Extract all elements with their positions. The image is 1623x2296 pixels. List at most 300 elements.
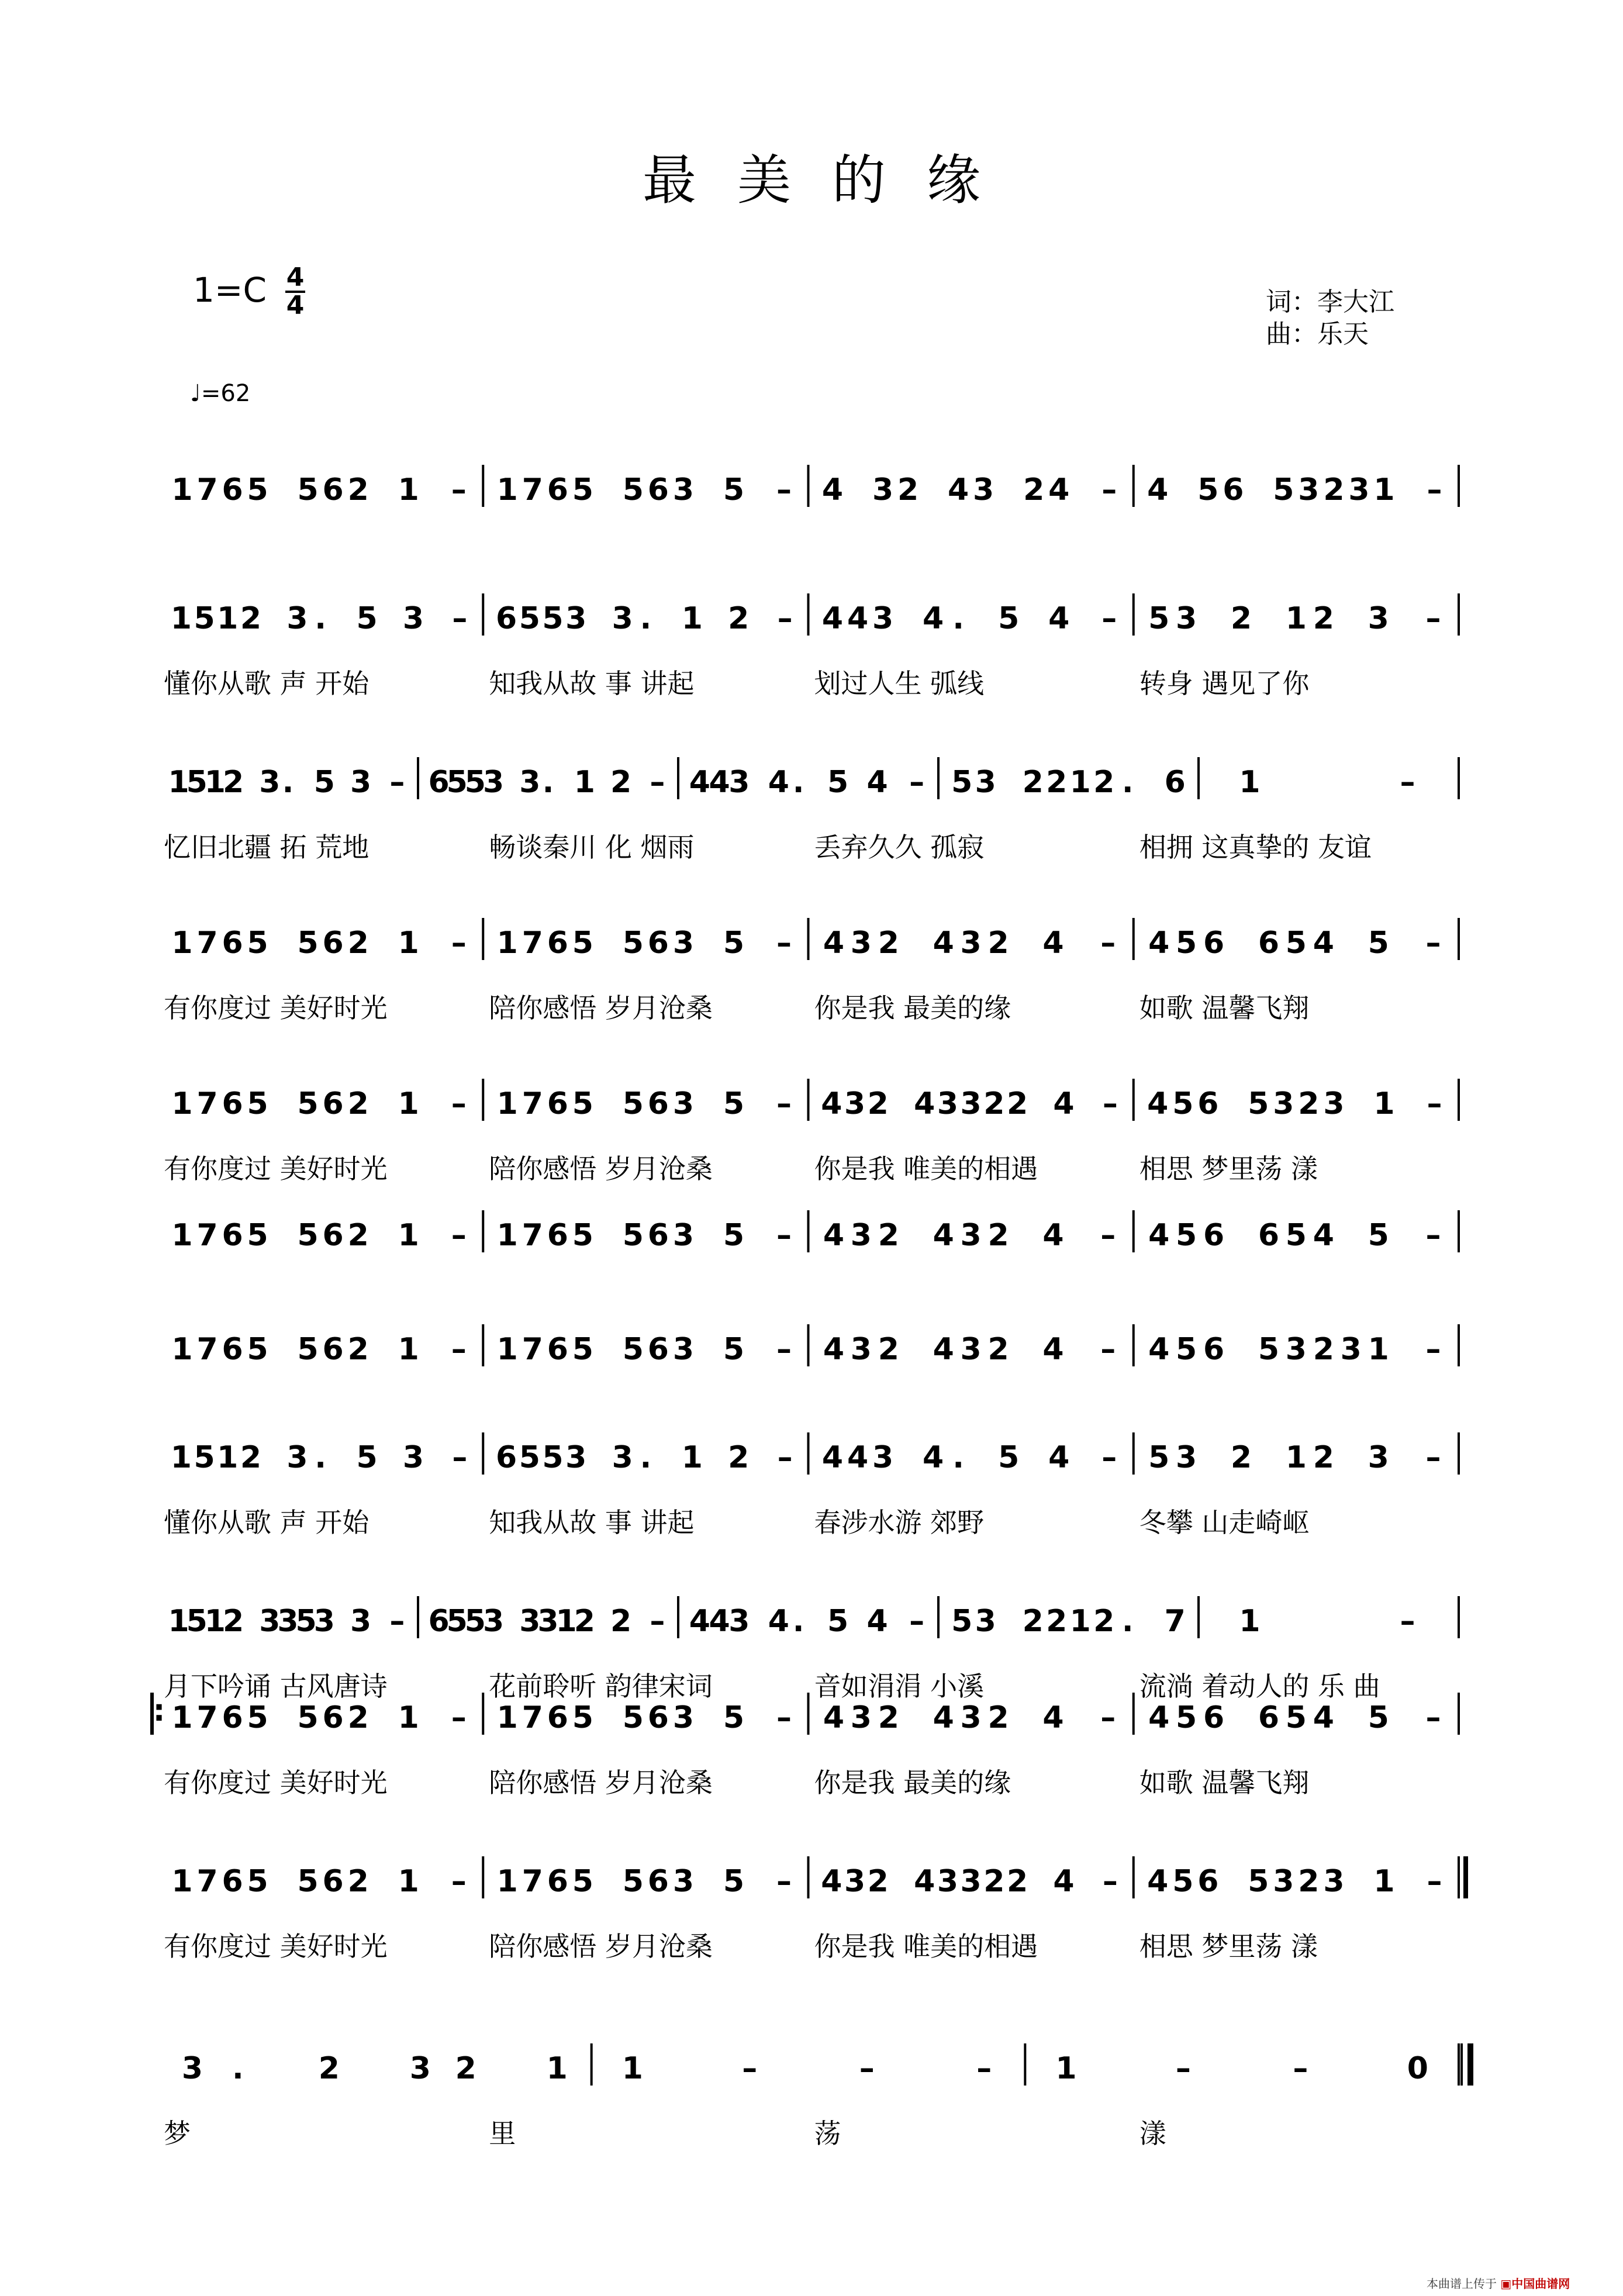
note-digit: 5 — [247, 1086, 268, 1121]
note-digit: 3 — [537, 1604, 559, 1639]
note-digit: 3 — [1340, 1332, 1362, 1367]
note-digit: 1 — [171, 1700, 193, 1735]
note-digit: 3 — [937, 1864, 959, 1899]
note-digit: 1 — [204, 1604, 226, 1639]
note-digit: 3 — [960, 1218, 982, 1253]
dash-note: – — [776, 926, 792, 961]
note-digit: 2 — [347, 1086, 369, 1121]
note-digit: 5 — [622, 1218, 644, 1253]
note-digit: 4 — [768, 1604, 789, 1639]
note-digit: 5 — [572, 472, 593, 507]
note-digit: 6 — [322, 472, 344, 507]
dash-note: – — [1101, 472, 1117, 507]
note-digit: 3 — [1273, 1086, 1294, 1121]
lyric-line: 懂你从歌 声 开始 — [164, 1507, 370, 1538]
note-digit: 1 — [681, 1440, 703, 1475]
note-digit: 1 — [398, 1700, 419, 1735]
note-digit: 5 — [186, 765, 208, 800]
note-digit: 4 — [933, 1218, 954, 1253]
note-digit: 6 — [222, 1086, 243, 1121]
note-digit: 1 — [171, 1086, 193, 1121]
lyric-line: 有你度过 美好时光 — [164, 1153, 388, 1185]
note-digit: 2 — [1313, 601, 1334, 636]
dash-note: – — [389, 765, 405, 800]
footer-credit — [1427, 2274, 1570, 2291]
note-digit: 3 — [286, 1440, 308, 1475]
note-digit: 1 — [398, 1332, 419, 1367]
note-digit: 4 — [709, 765, 730, 800]
note-digit: 2 — [728, 601, 750, 636]
note-digit: 7 — [522, 472, 543, 507]
note-digit: 3 — [672, 472, 694, 507]
dash-note: – — [1293, 2051, 1308, 2086]
note-digit: 7 — [196, 1332, 218, 1367]
note-digit: 1 — [496, 1218, 518, 1253]
note-digit: 7 — [196, 1700, 218, 1735]
note-digit: . — [315, 1440, 327, 1475]
note-digit: 6 — [222, 472, 243, 507]
note-digit: 3 — [313, 1604, 335, 1639]
note-digit: 5 — [622, 1086, 644, 1121]
note-digit: 1 — [398, 1864, 419, 1899]
note-digit: 6 — [428, 765, 450, 800]
dash-note: – — [451, 1218, 467, 1253]
note-digit: 2 — [1313, 1332, 1334, 1367]
note-digit: 2 — [878, 1218, 899, 1253]
note-digit: 3 — [844, 1864, 866, 1899]
lyric-line: 如歌 温馨飞翔 — [1139, 1767, 1310, 1798]
dash-note: – — [1427, 472, 1442, 507]
note-digit: . — [1121, 1604, 1134, 1639]
note-digit: 2 — [897, 472, 919, 507]
note-digit: 6 — [496, 601, 517, 636]
quarter-note-icon: ♩ — [190, 380, 201, 407]
note-digit: 6 — [322, 1086, 344, 1121]
note-digit: 5 — [297, 1086, 319, 1121]
note-digit: 5 — [542, 1440, 564, 1475]
composer-credit: 曲：乐天 — [1266, 319, 1369, 349]
note-digit: 4 — [768, 765, 789, 800]
lyric-line: 相思 梦里荡 漾 — [1139, 1931, 1318, 1962]
dash-note: – — [776, 1864, 792, 1899]
note-digit: 4 — [914, 1864, 935, 1899]
note-digit: 3 — [612, 601, 633, 636]
dash-note: – — [451, 1700, 467, 1735]
lyric-line: 流淌 着动人的 乐 曲 — [1139, 1670, 1380, 1702]
dash-note: – — [909, 1604, 925, 1639]
note-digit: . — [542, 765, 554, 800]
note-digit: 6 — [1203, 1700, 1225, 1735]
note-digit: 1 — [217, 601, 239, 636]
note-digit: 3 — [259, 765, 281, 800]
note-digit: 3 — [960, 1864, 982, 1899]
note-digit: 5 — [622, 472, 644, 507]
tempo-value: =62 — [201, 380, 251, 407]
dash-note: – — [451, 1864, 467, 1899]
dash-note: – — [777, 601, 793, 636]
note-digit: 4 — [1148, 1700, 1170, 1735]
dash-note: – — [1425, 1332, 1441, 1367]
note-digit: 5 — [998, 601, 1020, 636]
note-digit: 5 — [186, 1604, 208, 1639]
note-digit: 6 — [1164, 765, 1186, 800]
note-digit: 6 — [222, 1700, 243, 1735]
site-logo-icon: ▣ — [1500, 2277, 1512, 2291]
note-digit: 4 — [948, 472, 969, 507]
note-digit: 4 — [1148, 1218, 1170, 1253]
lyric-line: 如歌 温馨飞翔 — [1139, 992, 1310, 1024]
note-digit: 4 — [923, 1440, 944, 1475]
note-digit: 5 — [951, 765, 973, 800]
note-digit: 5 — [1172, 1086, 1194, 1121]
note-digit: 1 — [1239, 1604, 1261, 1639]
note-digit: 5 — [247, 926, 268, 961]
dash-note: – — [1102, 1864, 1118, 1899]
note-digit: 2 — [867, 1086, 889, 1121]
note-digit: 1 — [171, 926, 193, 961]
note-digit: 6 — [1258, 1218, 1280, 1253]
note-digit: 5 — [1248, 1086, 1269, 1121]
note-digit: 2 — [1023, 472, 1045, 507]
note-digit: 5 — [247, 1700, 268, 1735]
note-digit: 3 — [482, 765, 505, 800]
note-digit: 6 — [322, 1864, 344, 1899]
note-digit: 2 — [867, 1864, 889, 1899]
note-digit: 3 — [960, 1086, 982, 1121]
note-digit: 1 — [1285, 1440, 1307, 1475]
note-digit: 6 — [647, 1864, 669, 1899]
note-digit: 4 — [823, 1332, 845, 1367]
note-digit: 1 — [398, 1218, 419, 1253]
note-digit: 3 — [672, 1700, 694, 1735]
note-digit: 3 — [1323, 1086, 1345, 1121]
page-title: 最美的缘 — [642, 149, 1021, 212]
footer-upload-text: 本曲谱上传于 — [1427, 2277, 1497, 2291]
note-digit: 2 — [1313, 1440, 1334, 1475]
dash-note: – — [1100, 1218, 1116, 1253]
note-digit: 6 — [428, 1604, 450, 1639]
note-digit: 5 — [446, 765, 468, 800]
note-digit: 2 — [347, 1700, 369, 1735]
note-digit: 2 — [987, 1332, 1009, 1367]
dash-note: – — [1425, 1700, 1441, 1735]
note-digit: 4 — [1147, 1864, 1169, 1899]
note-digit: 5 — [1176, 1218, 1197, 1253]
note-digit: 1 — [1055, 2051, 1077, 2086]
note-digit: 5 — [542, 601, 564, 636]
note-digit: 5 — [446, 1604, 468, 1639]
note-digit: 3 — [1348, 472, 1370, 507]
note-digit: 7 — [196, 472, 218, 507]
note-digit: 1 — [496, 1332, 518, 1367]
note-digit: 4 — [689, 1604, 710, 1639]
dash-note: – — [1425, 1218, 1441, 1253]
note-digit: 1 — [1373, 1086, 1395, 1121]
note-digit: 2 — [878, 1700, 899, 1735]
note-digit: . — [232, 2051, 244, 2086]
dash-note: – — [1425, 926, 1441, 961]
note-digit: 6 — [647, 1700, 669, 1735]
note-digit: 7 — [1164, 1604, 1186, 1639]
dash-note: – — [1425, 601, 1441, 636]
note-digit: 6 — [1223, 472, 1244, 507]
dash-note: – — [452, 601, 468, 636]
note-digit: 3 — [872, 1440, 894, 1475]
lyric-line: 里 — [489, 2118, 516, 2149]
note-digit: 2 — [878, 1332, 899, 1367]
note-digit: 3 — [937, 1086, 959, 1121]
note-digit: 4 — [1042, 926, 1064, 961]
note-digit: 5 — [622, 926, 644, 961]
dash-note: – — [776, 472, 792, 507]
lyric-line: 你是我 最美的缘 — [814, 992, 1011, 1024]
dash-note: – — [1400, 1604, 1415, 1639]
note-digit: 7 — [196, 1086, 218, 1121]
lyric-line: 知我从故 事 讲起 — [489, 668, 695, 699]
note-digit: 1 — [171, 1864, 193, 1899]
note-digit: 3 — [1323, 1864, 1345, 1899]
note-digit: 2 — [610, 1604, 632, 1639]
note-digit: 3 — [850, 1700, 872, 1735]
note-digit: 3 — [844, 1086, 866, 1121]
lyric-line: 丢弃久久 孤寂 — [814, 831, 985, 863]
dash-note: – — [1102, 1086, 1118, 1121]
note-digit: 5 — [951, 1604, 973, 1639]
note-digit: . — [640, 601, 652, 636]
dash-note: – — [451, 926, 467, 961]
note-digit: 1 — [217, 1440, 239, 1475]
note-digit: 7 — [522, 926, 543, 961]
note-digit: 1 — [555, 1604, 577, 1639]
lyric-line: 转身 遇见了你 — [1139, 668, 1310, 699]
note-digit: 3 — [973, 472, 994, 507]
note-digit: 5 — [1172, 1864, 1194, 1899]
note-digit: 4 — [1053, 1086, 1075, 1121]
note-digit: 1 — [1368, 1332, 1389, 1367]
note-digit: 6 — [1203, 926, 1225, 961]
note-digit: 1 — [574, 765, 595, 800]
note-digit: 2 — [347, 926, 369, 961]
note-digit: 3 — [975, 765, 996, 800]
note-digit: 1 — [1069, 765, 1091, 800]
time-signature-bottom: 4 — [286, 291, 305, 320]
note-digit: 5 — [622, 1700, 644, 1735]
note-digit: 3 — [402, 601, 424, 636]
note-digit: 5 — [723, 1086, 745, 1121]
note-digit: 6 — [647, 1086, 669, 1121]
note-digit: 5 — [1273, 472, 1294, 507]
dash-note: – — [742, 2051, 758, 2086]
note-digit: 6 — [1197, 1864, 1219, 1899]
note-digit: 2 — [455, 2051, 476, 2086]
note-digit: 3 — [728, 1604, 750, 1639]
note-digit: 4 — [1148, 926, 1170, 961]
note-digit: 5 — [1285, 1218, 1307, 1253]
note-digit: 6 — [647, 1218, 669, 1253]
note-digit: . — [282, 765, 294, 800]
note-digit: 4 — [1147, 1086, 1169, 1121]
note-digit: 5 — [247, 1218, 268, 1253]
note-digit: 5 — [356, 1440, 378, 1475]
note-digit: 5 — [194, 601, 215, 636]
repeat-start-dots: : — [153, 1693, 165, 1728]
dash-note: – — [1175, 2051, 1191, 2086]
note-digit: 2 — [1298, 1864, 1320, 1899]
note-digit: 6 — [322, 926, 344, 961]
note-digit: . — [952, 601, 964, 636]
note-digit: 5 — [723, 1700, 745, 1735]
note-digit: 5 — [194, 1440, 215, 1475]
note-digit: 6 — [222, 1332, 243, 1367]
note-digit: 3 — [1273, 1864, 1294, 1899]
note-digit: 4 — [1053, 1864, 1075, 1899]
note-digit: 3 — [402, 1440, 424, 1475]
note-digit: 1 — [1239, 765, 1261, 800]
note-digit: 1 — [496, 472, 518, 507]
note-digit: 4 — [1313, 1218, 1334, 1253]
dash-note: – — [650, 765, 665, 800]
note-digit: 6 — [547, 1086, 568, 1121]
note-digit: 1 — [621, 2051, 643, 2086]
note-digit: 5 — [247, 472, 268, 507]
lyric-line: 相思 梦里荡 漾 — [1139, 1153, 1318, 1185]
note-digit: 6 — [1197, 1086, 1219, 1121]
note-digit: 4 — [923, 601, 944, 636]
note-digit: 2 — [987, 926, 1009, 961]
note-digit: 4 — [821, 601, 844, 636]
note-digit: 5 — [572, 1218, 593, 1253]
note-digit: 1 — [204, 765, 226, 800]
note-digit: 5 — [1258, 1332, 1280, 1367]
note-digit: 3 — [960, 1332, 982, 1367]
note-digit: 3 — [409, 2051, 431, 2086]
note-digit: 3 — [350, 765, 372, 800]
lyric-line: 陪你感悟 岁月沧桑 — [489, 1767, 713, 1798]
note-digit: 5 — [519, 1440, 540, 1475]
note-digit: 2 — [1022, 1604, 1044, 1639]
note-digit: 1 — [170, 601, 192, 636]
note-digit: 7 — [522, 1700, 543, 1735]
note-digit: 4 — [1048, 601, 1070, 636]
note-digit: 6 — [647, 472, 669, 507]
note-digit: 6 — [322, 1332, 344, 1367]
lyric-line: 梦 — [164, 2118, 191, 2149]
note-digit: 5 — [1176, 1332, 1197, 1367]
dash-note: – — [452, 1440, 468, 1475]
note-digit: 2 — [347, 1218, 369, 1253]
note-digit: 2 — [1006, 1864, 1028, 1899]
dash-note: – — [1100, 1332, 1116, 1367]
note-digit: 6 — [547, 1332, 568, 1367]
note-digit: 3 — [612, 1440, 633, 1475]
note-digit: 4 — [866, 1604, 888, 1639]
footer-site-name: 中国曲谱网 — [1511, 2277, 1570, 2291]
note-digit: 6 — [222, 1864, 243, 1899]
note-digit: 1 — [398, 926, 419, 961]
lyric-line: 春涉水游 郊野 — [814, 1507, 985, 1538]
lyric-line: 知我从故 事 讲起 — [489, 1507, 695, 1538]
note-digit: 1 — [398, 1086, 419, 1121]
note-digit: 5 — [313, 765, 335, 800]
dash-note: – — [777, 1440, 793, 1475]
note-digit: 4 — [821, 1086, 842, 1121]
note-digit: 3 — [672, 1086, 694, 1121]
note-digit: 3 — [1176, 1440, 1197, 1475]
note-digit: 1 — [546, 2051, 568, 2086]
note-digit: 5 — [827, 765, 849, 800]
note-digit: 4 — [1148, 1332, 1170, 1367]
dash-note: – — [1425, 1440, 1441, 1475]
note-digit: 4 — [823, 1218, 845, 1253]
note-digit: 6 — [322, 1218, 344, 1253]
note-digit: 2 — [347, 1864, 369, 1899]
note-digit: 7 — [522, 1086, 543, 1121]
note-digit: 1 — [1373, 472, 1395, 507]
note-digit: 1 — [496, 1700, 518, 1735]
dash-note: – — [909, 765, 925, 800]
note-digit: 5 — [1197, 472, 1219, 507]
note-digit: 5 — [622, 1864, 644, 1899]
dash-note: – — [650, 1604, 665, 1639]
note-digit: 2 — [240, 601, 262, 636]
note-digit: 2 — [1022, 765, 1044, 800]
note-digit: 3 — [960, 926, 982, 961]
note-digit: 5 — [297, 1864, 319, 1899]
note-digit: . — [640, 1440, 652, 1475]
note-digit: 3 — [872, 601, 894, 636]
note-digit: 5 — [297, 1332, 319, 1367]
key-signature: 1=C — [193, 270, 267, 310]
note-digit: 3 — [350, 1604, 372, 1639]
dash-note: – — [1101, 601, 1117, 636]
note-digit: 7 — [196, 1864, 218, 1899]
note-digit: 6 — [547, 1864, 568, 1899]
lyric-line: 荡 — [814, 2118, 841, 2149]
note-digit: 6 — [1258, 926, 1280, 961]
lyric-line: 漾 — [1139, 2118, 1166, 2149]
note-digit: 3 — [975, 1604, 996, 1639]
note-digit: 3 — [850, 1218, 872, 1253]
note-digit: 2 — [318, 2051, 340, 2086]
note-digit: 4 — [1313, 1700, 1334, 1735]
note-digit: 6 — [647, 926, 669, 961]
lyric-line: 音如涓涓 小溪 — [814, 1670, 985, 1702]
note-digit: 5 — [464, 765, 486, 800]
note-digit: 1 — [168, 1604, 189, 1639]
note-digit: 2 — [240, 1440, 262, 1475]
note-digit: 5 — [297, 1700, 319, 1735]
lyric-line: 忆旧北疆 拓 荒地 — [164, 831, 370, 863]
note-digit: 5 — [723, 1218, 745, 1253]
note-digit: 5 — [723, 926, 745, 961]
note-digit: 1 — [171, 1218, 193, 1253]
note-digit: 2 — [1046, 765, 1068, 800]
note-digit: 4 — [821, 1864, 842, 1899]
lyric-line: 你是我 唯美的相遇 — [814, 1153, 1038, 1185]
note-digit: 5 — [1368, 926, 1389, 961]
dash-note: – — [859, 2051, 875, 2086]
note-digit: 7 — [196, 926, 218, 961]
note-digit: 3 — [565, 601, 587, 636]
note-digit: 4 — [689, 765, 710, 800]
note-digit: 5 — [247, 1332, 268, 1367]
dash-note: – — [1427, 1086, 1442, 1121]
note-digit: 4 — [1147, 472, 1169, 507]
note-digit: 5 — [723, 472, 745, 507]
note-digit: 2 — [983, 1864, 1005, 1899]
note-digit: 5 — [572, 926, 593, 961]
note-digit: 5 — [1285, 926, 1307, 961]
